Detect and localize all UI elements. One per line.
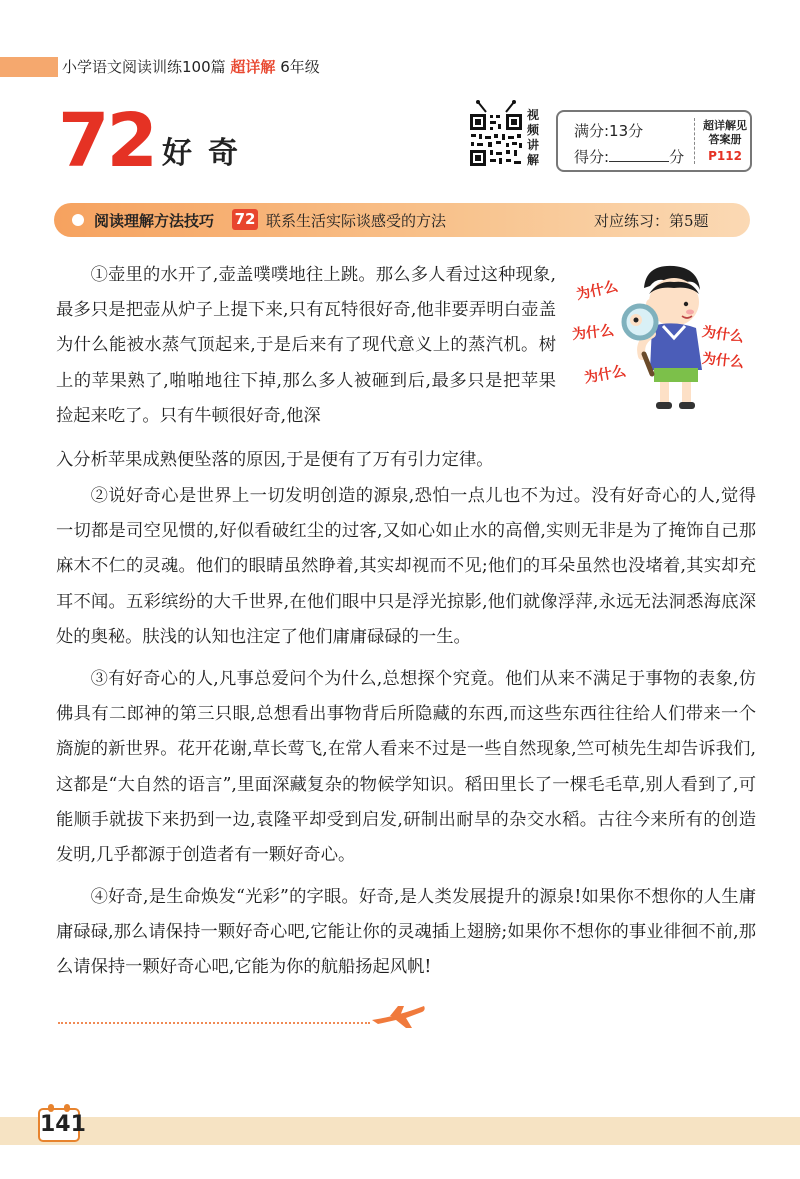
lesson-number: 72 xyxy=(58,98,155,184)
header-accent-bar xyxy=(0,57,58,77)
answer-line-2: 答案册 xyxy=(708,133,742,146)
method-title: 阅读理解方法技巧 xyxy=(94,212,215,230)
dotted-divider xyxy=(58,1022,370,1024)
exercise-reference: 对应练习：第5题 xyxy=(594,212,709,230)
book-title: 小学语文阅读训练100篇 xyxy=(62,58,226,76)
full-score: 满分:13分 xyxy=(574,122,644,140)
score-divider xyxy=(694,118,695,164)
binder-ring-icon xyxy=(64,1104,70,1112)
paragraph-3: ③有好奇心的人,凡事总爱问个为什么,总想探个究竟。他们从来不满足于事物的表象,仿佛具有二郎神的第三只眼,总想看出事物背后所隐藏的东西,而这些东西往往给人们带来一个旖旎的新世界。花开花谢,草长莺飞,在常人看来不过是一些自然现象,竺可桢先生却告诉我们,这都是“大自然的语言”,里面深藏复杂的物候学知识。稻田里长了一棵毛毛草,别人看到了,可能顺手就拔下来扔到一边,袁隆平却受到启发,研制出耐旱的杂交水稻。古往今来所有的创造发明,几乎都源于创造者有一颗好奇心。 xyxy=(56,669,756,866)
score-box xyxy=(556,110,752,172)
method-banner xyxy=(54,203,750,237)
airplane-icon xyxy=(368,1000,428,1030)
why-bubble-4: 为什么 xyxy=(700,324,745,346)
qr-code-icon[interactable] xyxy=(468,112,524,168)
method-number: 72 xyxy=(232,209,258,230)
binder-ring-icon xyxy=(48,1104,54,1112)
paragraph-1: ①壶里的水开了,壶盖噗噗地往上跳。那么多人看过这种现象,最多只是把壶从炉子上提下来,只有瓦特很好奇,他非要弄明白壶盖为什么能被水蒸气顶起来,于是后来有了现代意义上的蒸汽机。树上的苹果熟了,啪啪地往下掉,那么多人被砸到后,最多只是把苹果捡起来吃了。只有牛顿很好奇,他深 xyxy=(56,265,556,426)
method-subtitle: 联系生活实际谈感受的方法 xyxy=(266,212,447,230)
answer-page: P112 xyxy=(708,149,742,163)
why-bubble-3: 为什么 xyxy=(583,363,628,387)
why-bubble-1: 为什么 xyxy=(575,278,620,304)
lesson-title: 好奇 xyxy=(162,136,254,171)
book-grade: 6年级 xyxy=(280,58,320,76)
book-header xyxy=(62,57,320,77)
bullet-icon xyxy=(72,214,84,226)
footer-band xyxy=(0,1117,800,1145)
score-field[interactable] xyxy=(574,146,684,167)
page-number-text: 141 xyxy=(40,1112,86,1137)
paragraph-2: ②说好奇心是世界上一切发明创造的源泉,恐怕一点儿也不为过。没有好奇心的人,觉得一切都是司空见惯的,好似看破红尘的过客,又如心如止水的高僧,实则无非是为了掩饰自己那麻木不仁的灵魂。他们的眼睛虽然睁着,其实却视而不见;他们的耳朵虽然也没堵着,其实却充耳不闻。五彩缤纷的大千世界,在他们眼中只是浮光掠影,他们就像浮萍,永远无法洞悉海底深处的奥秘。肤浅的认知也注定了他们庸庸碌碌的一生。 xyxy=(56,486,756,647)
answer-line-1: 超详解见 xyxy=(703,119,747,132)
score-label: 得分: xyxy=(574,148,610,166)
book-highlight: 超详解 xyxy=(230,58,276,76)
score-blank[interactable] xyxy=(609,147,669,162)
page-number xyxy=(38,1108,86,1142)
answer-reference xyxy=(698,119,752,147)
why-bubble-5: 为什么 xyxy=(701,350,745,372)
curious-boy-illustration xyxy=(566,258,756,418)
why-bubble-2: 为什么 xyxy=(571,322,615,344)
paragraph-4: ④好奇,是生命焕发“光彩”的字眼。好奇,是人类发展提升的源泉!如果你不想你的人生庸庸碌碌,那么请保持一颗好奇心吧,它能让你的灵魂插上翅膀;如果你不想你的事业徘徊不前,那么请保持一颗好奇心吧,它能为你的航船扬起风帆! xyxy=(56,887,756,978)
score-unit: 分 xyxy=(669,148,685,166)
paragraph-1-continued: 入分析苹果成熟便坠落的原因,于是便有了万有引力定律。 xyxy=(56,450,494,470)
tv-antenna-icon xyxy=(472,100,520,114)
video-label: 视频讲解 xyxy=(527,108,540,167)
